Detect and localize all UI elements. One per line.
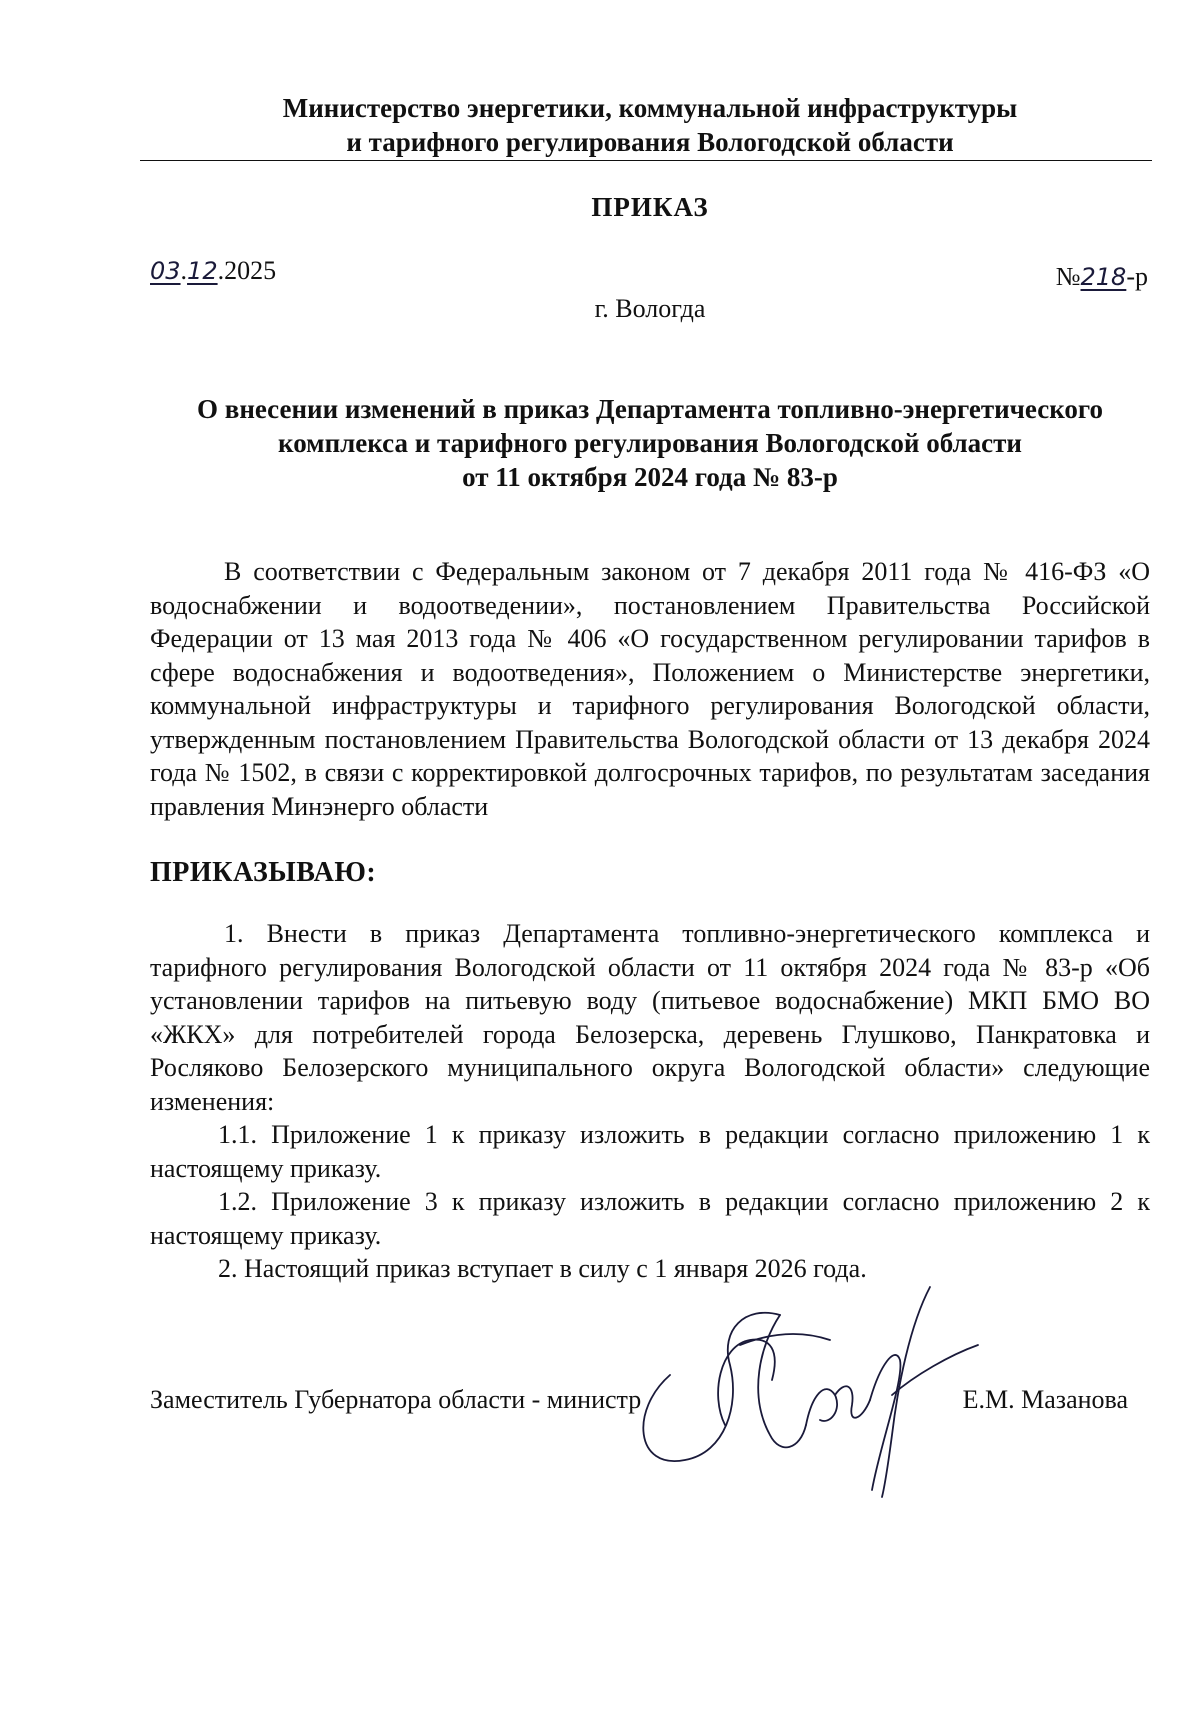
ministry-name-line-1: Министерство энергетики, коммунальной инфраструктуры [282, 93, 1018, 123]
order-item-2: 2. Настоящий приказ вступает в силу с 1 января 2026 года. [218, 1254, 867, 1283]
signatory-name: Е.М. Мазанова [962, 1385, 1128, 1414]
ministry-name-line-2: и тарифного регулирования Вологодской области [346, 127, 954, 157]
order-item-1-1: 1.1. Приложение 1 к приказу изложить в редакции согласно приложению 1 к настоящему приказу. [150, 1120, 1150, 1183]
preamble-paragraph: В соответствии с Федеральным законом от 7 декабря 2011 года № 416-ФЗ «О водоснабжении и водоотведении», постановлением Правительства Российской Федерации от 13 мая 2013 года № 406 «О государственном регулировании тарифов в сфере водоснабжения и водоотведения», Положением о Министерстве энергетики, коммунальной инфраструктуры и тарифного регулирования Вологодской области, утвержденным постановлением Правительства Вологодской области от 13 декабря 2024 года № 1502, в связи с корректировкой долгосрочных тарифов, по результатам заседания правления Минэнерго области [150, 557, 1150, 821]
order-item-1-2: 1.2. Приложение 3 к приказу изложить в редакции согласно приложению 2 к настоящему приказу. [150, 1187, 1150, 1250]
city: г. Вологда [594, 294, 706, 323]
number-value: 218 [1080, 263, 1127, 291]
order-title-line-2: комплекса и тарифного регулирования Вологодской области [278, 428, 1022, 458]
order-title-line-1: О внесении изменений в приказ Департамента топливно-энергетического [196, 394, 1103, 424]
number-prefix: № [1055, 262, 1081, 291]
number-suffix: -р [1126, 262, 1148, 291]
order-items [150, 917, 1150, 1286]
header-divider [140, 160, 1152, 161]
document-type: ПРИКАЗ [591, 192, 709, 222]
order-item-1: 1. Внести в приказ Департамента топливно-энергетического комплекса и тарифного регулирования Вологодской области от 11 октября 2024 года № 83-р «Об установлении тарифов на питьевую воду (питьевое водоснабжение) МКП БМО ВО «ЖКХ» для потребителей города Белозерска, деревень Глушково, Панкратовка и Росляково Белозерского муниципального округа Вологодской области» следующие изменения: [150, 919, 1150, 1116]
date-day: 03 [150, 257, 181, 285]
order-date: 03.12.2025 [150, 256, 277, 285]
order-word: ПРИКАЗЫВАЮ: [150, 857, 377, 888]
handwritten-signature [630, 1285, 1000, 1500]
date-year: .2025 [217, 256, 277, 285]
order-title-line-3: от 11 октября 2024 года № 83-р [462, 462, 838, 492]
order-number [1056, 262, 1148, 292]
date-month: 12 [187, 257, 218, 285]
signatory-position: Заместитель Губернатора области - министр [150, 1385, 642, 1414]
